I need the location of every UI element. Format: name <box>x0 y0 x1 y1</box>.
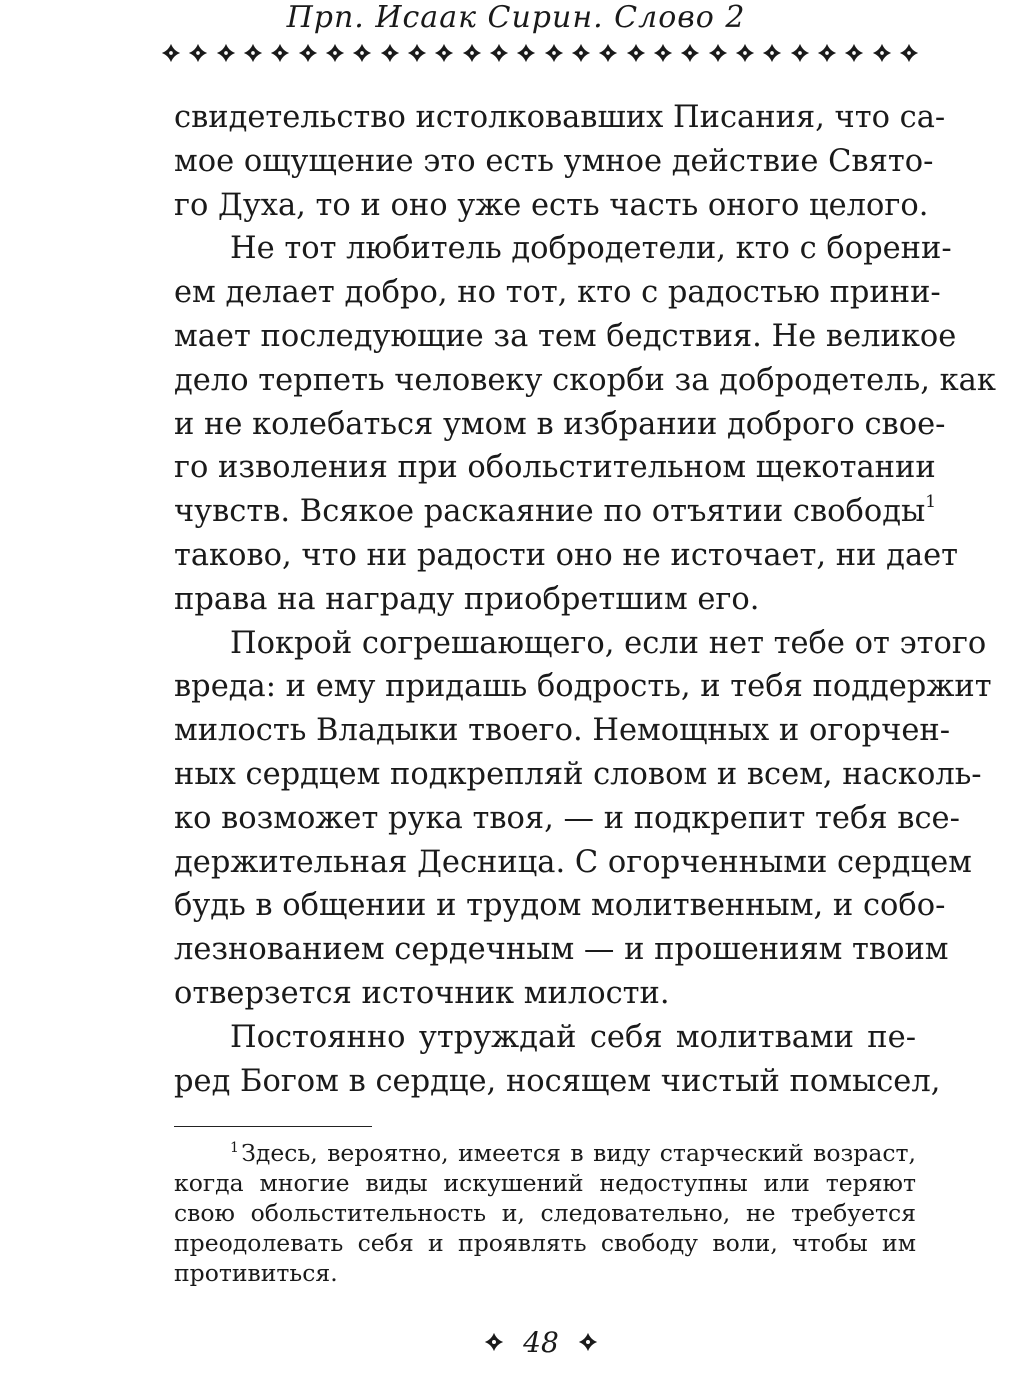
text-line: го изволения при обольстительном щекотании <box>174 450 936 486</box>
fleuron-icon <box>789 42 811 64</box>
fleuron-icon <box>625 42 647 64</box>
ornament-border <box>160 38 920 68</box>
fleuron-icon <box>488 42 510 64</box>
footnote-separator <box>174 1126 372 1127</box>
fleuron-icon <box>433 42 455 64</box>
fleuron-icon <box>597 42 619 64</box>
fleuron-icon <box>483 1331 505 1353</box>
fleuron-icon <box>734 42 756 64</box>
text-line: лезнованием сердечным — и прошениям твоим <box>174 932 949 968</box>
fleuron-icon <box>707 42 729 64</box>
footnote-line: свою обольстительность и, следовательно, не требуется <box>174 1199 916 1227</box>
text-line: держительная Десница. С огорченными сердцем <box>174 844 972 880</box>
text-line: чувств. Всякое раскаяние по отъятии свободы <box>174 494 926 530</box>
text-line: отверзется источник милости. <box>174 975 670 1011</box>
fleuron-icon <box>297 42 319 64</box>
page-number: 48 <box>523 1325 559 1359</box>
fleuron-icon <box>679 42 701 64</box>
text-line: свидетельство истолковавших Писания, что са- <box>174 100 946 135</box>
fleuron-icon <box>871 42 893 64</box>
footnote-line: преодолевать себя и проявлять свободу воли, чтобы им <box>174 1229 916 1257</box>
fleuron-icon <box>543 42 565 64</box>
text-line: таково, что ни радости оно не источает, ни дает <box>174 537 959 573</box>
text-line: Постоянно утруждай себя молитвами пе- <box>230 1019 916 1055</box>
footnote-reference[interactable]: 1 <box>925 492 937 513</box>
fleuron-icon <box>898 42 920 64</box>
fleuron-icon <box>379 42 401 64</box>
text-line: дело терпеть человеку скорби за добродетель, как <box>174 362 996 398</box>
footnote-line: противиться. <box>174 1259 338 1287</box>
fleuron-icon <box>324 42 346 64</box>
fleuron-icon <box>461 42 483 64</box>
text-line: ных сердцем подкрепляй словом и всем, насколь- <box>174 756 982 792</box>
footnote-marker: 1 <box>230 1140 239 1156</box>
fleuron-icon <box>351 42 373 64</box>
footnote-line: когда многие виды искушений недоступны или теряют <box>174 1169 916 1197</box>
text-line: ко возможет рука твоя, — и подкрепит тебя все- <box>174 800 960 836</box>
text-line: мает последующие за тем бедствия. Не великое <box>174 318 957 354</box>
text-line: го Духа, то и оно уже есть часть оного целого. <box>174 187 929 223</box>
page-folio <box>466 1322 616 1362</box>
text-line: и не колебаться умом в избрании доброго свое- <box>174 406 946 442</box>
text-line: права на награду приобретшим его. <box>174 581 760 617</box>
fleuron-icon <box>570 42 592 64</box>
fleuron-icon <box>816 42 838 64</box>
fleuron-icon <box>187 42 209 64</box>
text-line: Не тот любитель добродетели, кто с борени- <box>230 231 952 267</box>
fleuron-icon <box>843 42 865 64</box>
text-line: будь в общении и трудом молитвенным, и собо- <box>174 888 946 924</box>
text-line: мое ощущение это есть умное действие Свято- <box>174 143 934 179</box>
text-line: милость Владыки твоего. Немощных и огорчен- <box>174 713 951 749</box>
footnote-text: Здесь, вероятно, имеется в виду старческий возраст, <box>241 1139 916 1167</box>
running-title: Прп. Исаак Сирин. Слово 2 <box>286 0 746 35</box>
fleuron-icon <box>406 42 428 64</box>
fleuron-icon <box>652 42 674 64</box>
text-line: Покрой согрешающего, если нет тебе от этого <box>230 625 987 661</box>
body-text <box>174 96 996 1103</box>
fleuron-icon <box>577 1331 599 1353</box>
fleuron-icon <box>515 42 537 64</box>
text-line: вреда: и ему придашь бодрость, и тебя поддержит <box>174 669 992 705</box>
text-line: ред Богом в сердце, носящем чистый помысел, <box>174 1063 941 1099</box>
running-header <box>0 0 1032 36</box>
fleuron-icon <box>160 42 182 64</box>
fleuron-icon <box>215 42 237 64</box>
fleuron-icon <box>242 42 264 64</box>
text-line: ем делает добро, но тот, кто с радостью прини- <box>174 275 941 311</box>
fleuron-icon <box>761 42 783 64</box>
fleuron-icon <box>269 42 291 64</box>
text-line-with-footnote <box>174 490 937 534</box>
footnote <box>174 1138 916 1288</box>
footnote-line <box>174 1138 916 1168</box>
